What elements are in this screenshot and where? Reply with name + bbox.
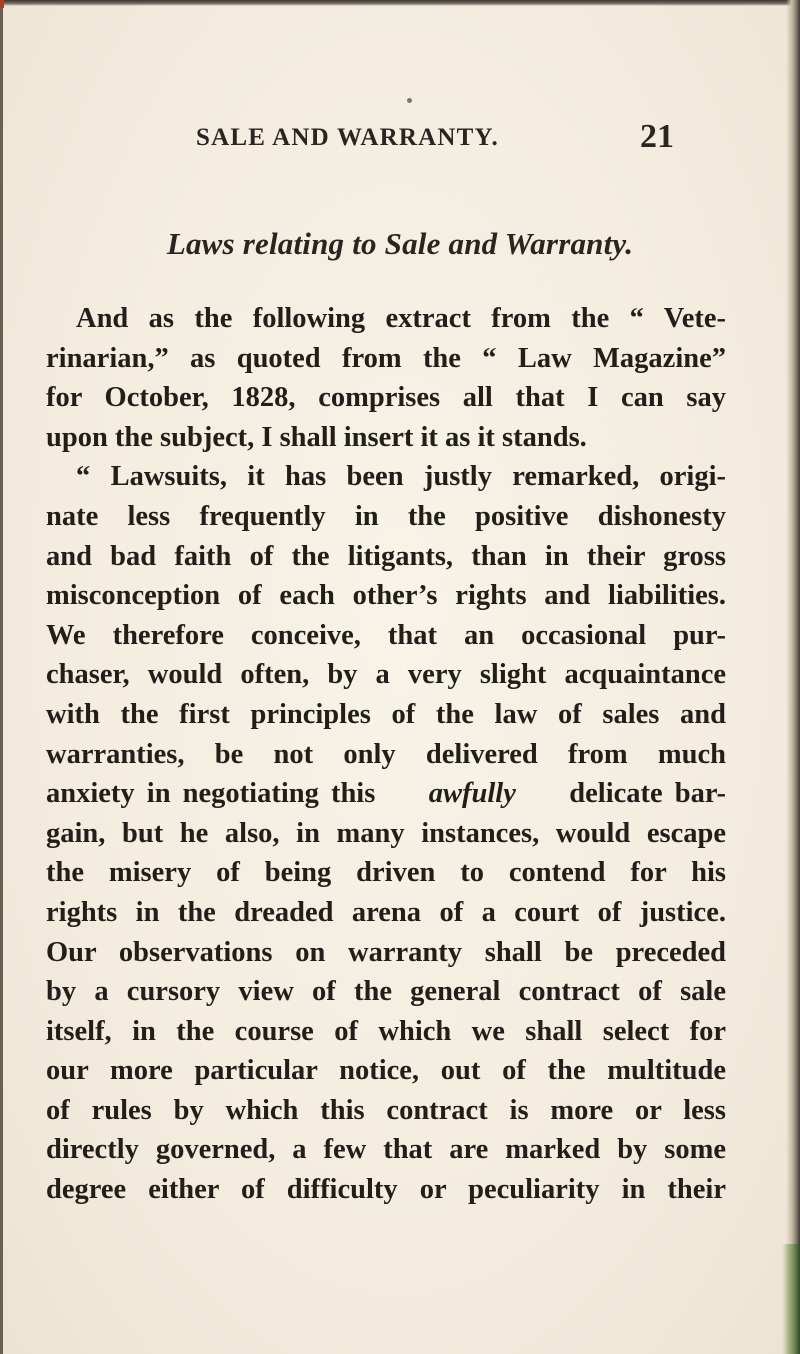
- text-line: warranties, be not only delivered from much: [46, 738, 726, 770]
- text-line: directly governed, a few that are marked by some: [46, 1134, 726, 1166]
- text-line: Our observations on warranty shall be preceded: [46, 936, 726, 968]
- text-line: and bad faith of the litigants, than in their gross: [46, 540, 726, 572]
- text-line: by a cursory view of the general contract of sale: [46, 976, 726, 1008]
- page-left-edge: [0, 0, 3, 1354]
- text-line: chaser, would often, by a very slight acquaintance: [46, 659, 726, 691]
- body-text: [46, 299, 726, 1210]
- text-line-with-emphasis: [46, 774, 726, 814]
- running-head: [0, 118, 800, 158]
- section-heading: Laws relating to Sale and Warranty.: [166, 226, 634, 261]
- page-top-edge: [0, 0, 800, 6]
- page-binding-shadow: [782, 1244, 800, 1354]
- text-line: gain, but he also, in many instances, would escape: [46, 817, 726, 849]
- text-line: with the first principles of the law of sales and: [46, 698, 726, 730]
- ink-speck: [407, 98, 412, 103]
- page-corner-mark: [0, 0, 4, 8]
- text-line: We therefore conceive, that an occasional pur-: [46, 619, 726, 651]
- text-line: the misery of being driven to contend for his: [46, 857, 726, 889]
- emphasis-word: awfully: [428, 778, 516, 810]
- page-number: 21: [640, 118, 674, 155]
- text-line: rights in the dreaded arena of a court of justice.: [46, 896, 726, 928]
- text-line: And as the following extract from the “ Vete-: [76, 303, 726, 334]
- text-line: itself, in the course of which we shall select for: [46, 1015, 726, 1047]
- running-title: SALE AND WARRANTY.: [196, 124, 499, 151]
- text-line: upon the subject, I shall insert it as it stands.: [46, 421, 587, 453]
- text-line: of rules by which this contract is more or less: [46, 1094, 726, 1126]
- text-line: our more particular notice, out of the multitude: [46, 1055, 726, 1087]
- text-segment: delicate bar-: [557, 778, 726, 810]
- page-right-edge: [786, 0, 800, 1354]
- text-line: degree either of difficulty or peculiarity in their: [46, 1174, 726, 1206]
- text-line: nate less frequently in the positive dishonesty: [46, 500, 726, 532]
- text-line: rinarian,” as quoted from the “ Law Magazine”: [46, 342, 726, 374]
- text-line: “ Lawsuits, it has been justly remarked, origi-: [76, 461, 726, 493]
- text-line: for October, 1828, comprises all that I can say: [46, 382, 726, 414]
- text-line: misconception of each other’s rights and liabilities.: [46, 580, 726, 612]
- text-segment: anxiety in negotiating this: [46, 778, 388, 810]
